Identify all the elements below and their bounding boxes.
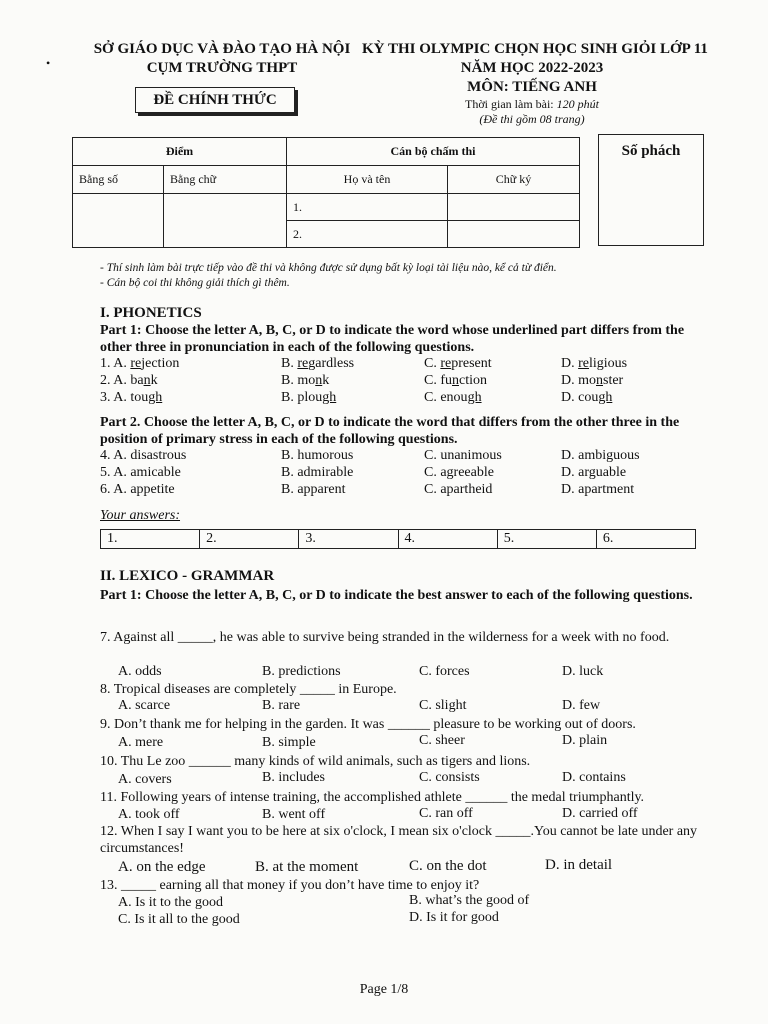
page-count-note: (Đề thi gồm 08 trang) [479,112,585,126]
question-row-4 [100,448,700,465]
answer-grid [100,529,696,549]
time-label: Thời gian làm bài: [464,97,554,111]
q10-option-b: B. includes [262,770,325,785]
your-answers-label: Your answers: [100,508,181,523]
question-row-5 [100,465,700,482]
q13-option-d: D. Is it for good [409,910,499,925]
q2-option-b: B. monk [281,373,330,388]
q1-option-d: D. religious [561,356,628,371]
subject: MÔN: TIẾNG ANH [467,79,597,95]
grader-2-signature [448,221,580,248]
q4-option-a: 4. A. disastrous [100,448,187,463]
answer-cell-3[interactable]: 3. [299,530,398,548]
q3-option-b: B. plough [281,390,337,405]
section-phonetics-heading: I. PHONETICS [100,305,202,321]
q2-option-a: 2. A. bank [100,373,158,388]
time-allowed [362,97,702,112]
q8-option-d: D. few [562,698,601,713]
q5-option-b: B. admirable [281,465,354,480]
q1-option-c: C. represent [424,356,492,371]
answer-cell-2[interactable]: 2. [200,530,299,548]
q7-option-b: B. predictions [262,664,341,679]
school-year: NĂM HỌC 2022-2023 [460,60,604,76]
candidate-code-box: Số phách [598,134,704,246]
q6-option-d: D. apartment [561,482,635,497]
q11-option-b: B. went off [262,807,326,822]
q13-option-a: A. Is it to the good [118,895,223,910]
grader-1-name: 1. [287,194,448,221]
q5-option-d: D. arguable [561,465,627,480]
grader-signature-col: Chữ ký [448,166,580,194]
exam-title: KỲ THI OLYMPIC CHỌN HỌC SINH GIỎI LỚP 11 [362,41,708,57]
q8-option-c: C. slight [419,698,467,713]
q4-option-c: C. unanimous [424,448,502,463]
q9-option-b: B. simple [262,735,316,750]
answer-cell-1[interactable]: 1. [101,530,200,548]
q1-option-b: B. regardless [281,356,355,371]
section-lexico-heading: II. LEXICO - GRAMMAR [100,568,275,584]
lexico-part1-instructions: Part 1: Choose the letter A, B, C, or D to indicate the best answer to each of the following questions. [100,588,693,603]
issuer-line-1: SỞ GIÁO DỤC VÀ ĐÀO TẠO HÀ NỘI [93,41,351,57]
exam-title-header [362,40,708,127]
page-number: Page 1/8 [359,982,409,997]
q11-option-a: A. took off [118,807,180,822]
q7-option-c: C. forces [419,664,470,679]
q3-option-a: 3. A. tough [100,390,163,405]
q7-option-d: D. luck [562,664,604,679]
q1-option-a: 1. A. rejection [100,356,180,371]
q13-option-b: B. what’s the good of [409,893,530,908]
score-number-col: Bằng số [73,166,164,194]
q9-option-a: A. mere [118,735,164,750]
q13-option-c: C. Is it all to the good [118,912,240,927]
grader-2-name: 2. [287,221,448,248]
question-10: 10. Thu Le zoo ______ many kinds of wild animals, such as tigers and lions. [100,754,531,769]
q5-option-a: 5. A. amicable [100,465,181,480]
question-12: 12. When I say I want you to be here at six o'clock, I mean six o'clock _____.You cannot be late under any circumstances! [100,824,698,856]
score-header: Điểm [73,138,287,166]
q11-option-d: D. carried off [562,806,638,821]
q11-option-c: C. ran off [419,806,473,821]
q12-option-c: C. on the dot [409,858,487,874]
question-row-1 [100,356,700,373]
grader-name-col: Họ và tên [287,166,448,194]
phonetics-part2-instructions: Part 2. Choose the letter A, B, C, or D to indicate the word that differs from the other three in the position of primary stress in each of the following questions. [100,415,680,447]
time-value: 120 phút [556,97,599,111]
question-11: 11. Following years of intense training, the accomplished athlete ______ the medal triumphantly. [100,790,645,805]
answer-cell-5[interactable]: 5. [498,530,597,548]
score-words-col: Bằng chữ [164,166,287,194]
question-9: 9. Don’t thank me for helping in the garden. It was ______ pleasure to be working out of doors. [100,717,636,732]
q4-option-b: B. humorous [281,448,354,463]
q8-option-b: B. rare [262,698,301,713]
q10-option-c: C. consists [419,770,480,785]
q6-option-a: 6. A. appetite [100,482,175,497]
answer-cell-6[interactable]: 6. [602,531,614,546]
answer-cell-4[interactable]: 4. [399,530,498,548]
q9-option-d: D. plain [562,733,608,748]
q10-option-d: D. contains [562,770,626,785]
scan-mark: • [46,56,51,70]
q12-option-d: D. in detail [545,857,613,873]
question-row-2 [100,373,700,390]
note-2: - Cán bộ coi thi không giải thích gì thêm. [100,277,290,289]
question-row-6 [100,482,700,499]
q4-option-d: D. ambiguous [561,448,640,463]
q3-option-d: D. cough [561,390,613,405]
q5-option-c: C. agreeable [424,465,494,480]
question-13: 13. _____ earning all that money if you don’t have time to enjoy it? [100,878,480,893]
note-1: - Thí sinh làm bài trực tiếp vào đề thi và không được sử dụng bất kỳ loại tài liệu nào, kể cả từ điển. [100,262,557,274]
q8-option-a: A. scarce [118,698,171,713]
grader-header: Cán bộ chấm thi [287,138,580,166]
q2-option-c: C. function [424,373,487,388]
score-number-cell [73,194,164,248]
question-7: 7. Against all _____, he was able to survive being stranded in the wilderness for a week with no food. [100,630,670,645]
q6-option-b: B. apparent [281,482,346,497]
score-table [72,137,580,248]
issuer-header [92,40,352,78]
q2-option-d: D. monster [561,373,624,388]
q7-option-a: A. odds [118,664,162,679]
q9-option-c: C. sheer [419,733,465,748]
q3-option-c: C. enough [424,390,482,405]
question-8: 8. Tropical diseases are completely _____ in Europe. [100,682,397,697]
grader-1-signature [448,194,580,221]
q12-option-a: A. on the edge [118,859,206,875]
q10-option-a: A. covers [118,772,172,787]
score-words-cell [164,194,287,248]
question-row-3 [100,390,700,407]
q6-option-c: C. apartheid [424,482,493,497]
q12-option-b: B. at the moment [255,859,359,875]
official-exam-box: ĐỀ CHÍNH THỨC [135,87,295,113]
issuer-line-2: CỤM TRƯỜNG THPT [146,60,298,76]
phonetics-part1-instructions: Part 1: Choose the letter A, B, C, or D to indicate the word whose underlined part differs from the other three in pronunciation in each of the following questions. [100,323,685,355]
